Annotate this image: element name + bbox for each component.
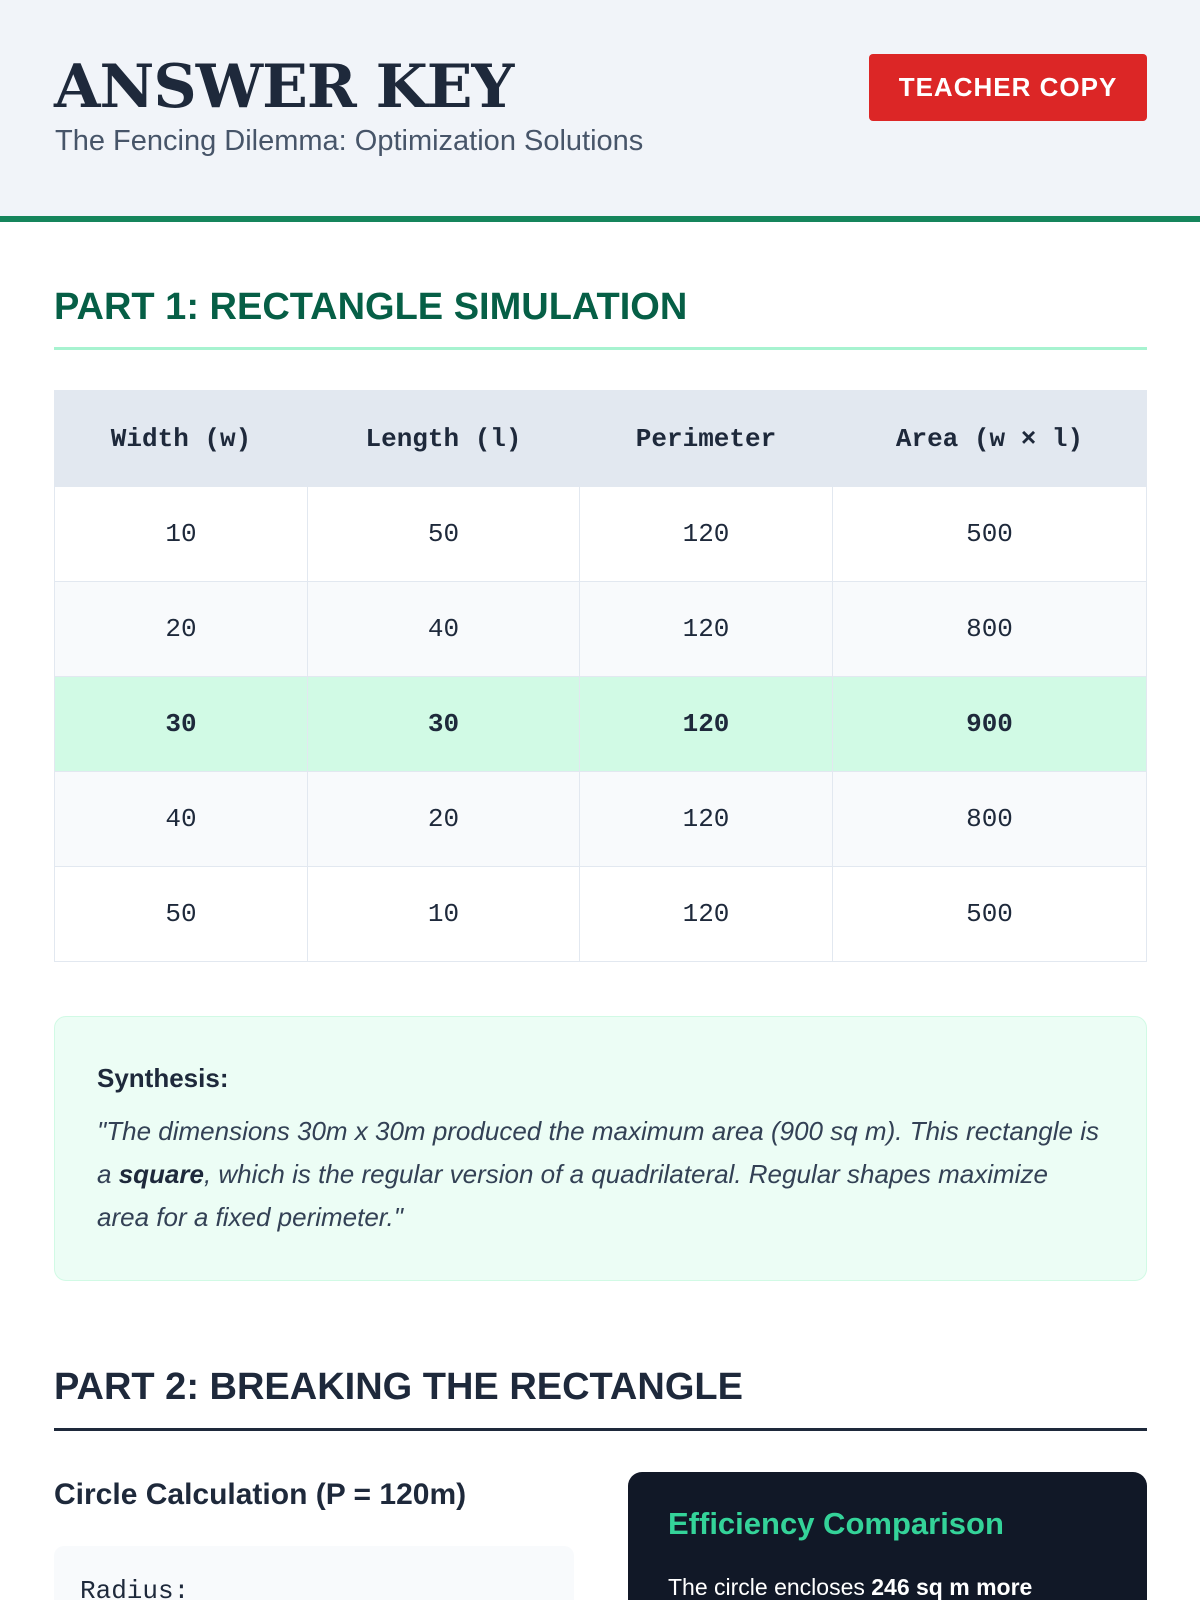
table-cell: 10 <box>55 487 308 582</box>
table-row-highlighted <box>55 677 1147 772</box>
table-cell: 30 <box>55 677 308 772</box>
efficiency-text-start: The circle encloses <box>668 1574 872 1600</box>
part1-title: PART 1: RECTANGLE SIMULATION <box>54 286 688 328</box>
column-header-perimeter: Perimeter <box>580 391 833 487</box>
efficiency-text <box>668 1574 1107 1600</box>
table-cell: 500 <box>833 867 1147 962</box>
part2-title: PART 2: BREAKING THE RECTANGLE <box>54 1366 743 1408</box>
table-cell: 120 <box>580 772 833 867</box>
circle-calculation-heading: Circle Calculation (P = 120m) <box>54 1478 467 1511</box>
efficiency-comparison-card <box>628 1472 1147 1600</box>
rectangle-simulation-table <box>54 390 1147 962</box>
table-cell: 120 <box>580 487 833 582</box>
synthesis-text-end: , which is the regular version of a quadrilateral. Regular shapes maximize area for a fixed perimeter." <box>97 1159 1048 1232</box>
table-cell: 120 <box>580 677 833 772</box>
table-cell: 30 <box>308 677 580 772</box>
table-header-row <box>55 391 1147 487</box>
column-header-width: Width (w) <box>55 391 308 487</box>
table-row <box>55 582 1147 677</box>
teacher-copy-badge: TEACHER COPY <box>869 54 1147 121</box>
efficiency-emphasis: 246 sq m more <box>871 1574 1033 1600</box>
synthesis-emphasis: square <box>118 1159 204 1189</box>
table-row <box>55 772 1147 867</box>
table-cell: 500 <box>833 487 1147 582</box>
table-cell: 120 <box>580 867 833 962</box>
part1-divider <box>54 347 1147 350</box>
page-header <box>0 0 1200 222</box>
column-header-length: Length (l) <box>308 391 580 487</box>
page-title: ANSWER KEY <box>54 52 514 122</box>
table-cell: 40 <box>55 772 308 867</box>
table-cell: 800 <box>833 772 1147 867</box>
table-row <box>55 487 1147 582</box>
radius-label: Radius: <box>80 1576 190 1600</box>
table-cell: 50 <box>55 867 308 962</box>
column-header-area: Area (w × l) <box>833 391 1147 487</box>
circle-calculation-box <box>54 1546 574 1600</box>
part2-divider <box>54 1428 1147 1431</box>
page-subtitle: The Fencing Dilemma: Optimization Solutions <box>55 125 644 157</box>
table-cell: 120 <box>580 582 833 677</box>
synthesis-text-start: "The dimensions 30m x 30m produced the maximum area (900 sq m). This rectangle is a <box>97 1116 1099 1189</box>
synthesis-label: Synthesis: <box>97 1063 229 1093</box>
efficiency-title: Efficiency Comparison <box>668 1506 1004 1541</box>
table-row <box>55 867 1147 962</box>
table-cell: 800 <box>833 582 1147 677</box>
table-cell: 20 <box>308 772 580 867</box>
table-cell: 20 <box>55 582 308 677</box>
synthesis-box <box>54 1016 1147 1281</box>
table-cell: 50 <box>308 487 580 582</box>
table-cell: 40 <box>308 582 580 677</box>
table-cell: 900 <box>833 677 1147 772</box>
synthesis-text <box>97 1110 1106 1239</box>
table-cell: 10 <box>308 867 580 962</box>
